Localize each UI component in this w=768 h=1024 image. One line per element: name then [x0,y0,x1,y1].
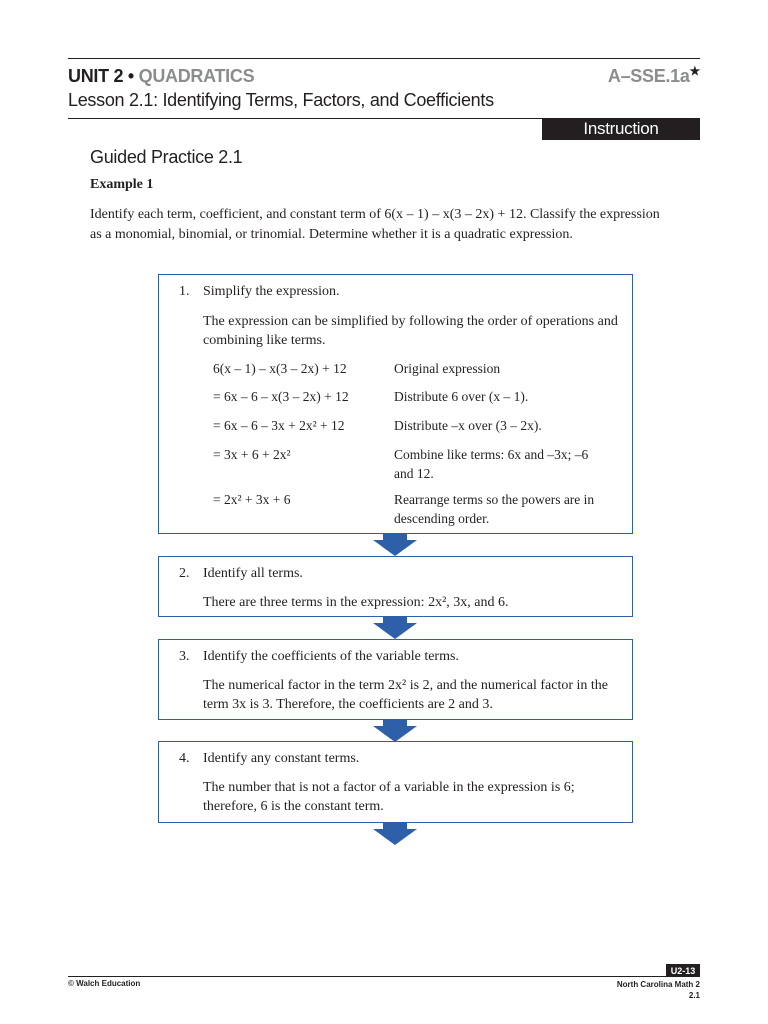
expression-note: Original expression [394,361,501,376]
standard-code [608,64,700,87]
unit-prefix: UNIT 2 • [68,66,139,86]
expression-note: Rearrange terms so the powers are in descending order. [394,492,595,526]
expression-row: = 2x² + 3x + 6 [213,492,291,507]
step-body: The expression can be simplified by following the order of operations and combining like terms. [203,314,618,348]
step-body: The number that is not a factor of a variable in the expression is 6; therefore, 6 is the constant term. [203,780,575,814]
expression-row: = 6x – 6 – 3x + 2x² + 12 [213,418,345,433]
down-arrow-icon [373,720,417,742]
footer-rule [68,976,700,977]
expression-note: Combine like terms: 6x and –3x; –6 and 12. [394,447,589,481]
step-body: The numerical factor in the term 2x² is 2, and the numerical factor in the term 3x is 3. Therefore, the coefficients are 2 and 3. [203,678,608,712]
step-number: 4. [179,751,190,766]
expression-note: Distribute –x over (3 – 2x). [394,418,542,433]
step-heading [179,566,303,582]
course-name: North Carolina Math 2 [616,980,700,989]
lesson-title: Lesson 2.1: Identifying Terms, Factors, and Coefficients [68,90,494,110]
practice-title: Guided Practice 2.1 [90,147,243,167]
intro-line-2: as a monomial, binomial, or trinomial. Determine whether it is a quadratic expression. [90,227,573,242]
intro-line-1: Identify each term, coefficient, and constant term of 6(x – 1) – x(3 – 2x) + 12. Classify the expression [90,207,660,222]
example-label: Example 1 [90,177,154,192]
step-number: 1. [179,284,190,299]
down-arrow-icon [373,534,417,556]
step-heading [179,751,359,767]
star-icon: ★ [689,64,700,78]
intro-paragraph [90,205,700,245]
step-heading [179,284,340,300]
expression-row: 6(x – 1) – x(3 – 2x) + 12 [213,361,347,376]
expression-note: Distribute 6 over (x – 1). [394,389,529,404]
step-heading-text: Identify all terms. [203,566,303,581]
copyright-text: © Walch Education [68,979,141,988]
page-number-tag: U2-13 [666,964,700,977]
section-number: 2.1 [688,991,700,1000]
unit-heading [68,66,254,87]
header-top-rule [68,58,700,59]
section-label: Instruction [542,118,700,140]
down-arrow-icon [373,617,417,639]
step-heading-text: Simplify the expression. [203,284,340,299]
step-number: 3. [179,649,190,664]
step-box-2 [158,556,633,617]
step-number: 2. [179,566,190,581]
down-arrow-icon [373,823,417,845]
course-info [617,979,700,1001]
step-heading [179,649,459,665]
step-heading-text: Identify the coefficients of the variable terms. [203,649,459,664]
step-heading-text: Identify any constant terms. [203,751,360,766]
expression-row: = 6x – 6 – x(3 – 2x) + 12 [213,389,349,404]
unit-topic: QUADRATICS [138,66,255,86]
standard-text: A–SSE.1a [607,66,690,86]
step-body: There are three terms in the expression: 2x², 3x, and 6. [203,595,509,610]
step-box-3 [158,639,633,720]
step-box-1 [158,274,633,534]
expression-row: = 3x + 6 + 2x² [213,447,291,462]
step-box-4 [158,741,633,823]
